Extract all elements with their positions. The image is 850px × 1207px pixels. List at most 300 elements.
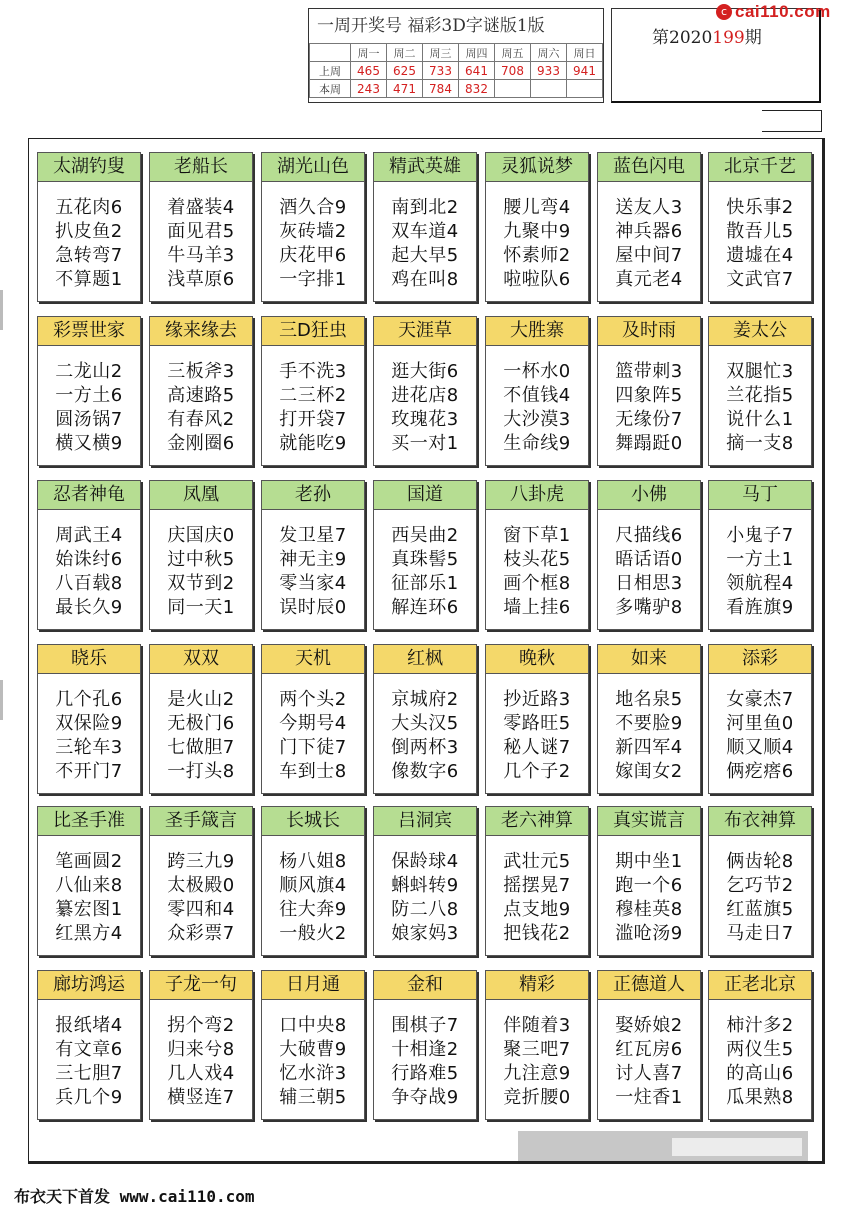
riddle-lines — [598, 182, 700, 292]
riddle-author: 子龙一句 — [150, 971, 252, 1000]
riddle-card — [261, 316, 365, 466]
riddle-line: 四象阵5 — [615, 385, 683, 406]
riddle-card — [373, 644, 477, 794]
riddle-author: 正德道人 — [598, 971, 700, 1000]
riddle-card — [149, 152, 253, 302]
riddle-card — [597, 644, 701, 794]
riddle-author: 马丁 — [709, 481, 811, 510]
riddle-grid — [28, 138, 825, 1164]
riddle-line: 零路旺5 — [503, 713, 571, 734]
riddle-line: 红黑方4 — [55, 923, 123, 944]
riddle-line: 五花肉6 — [55, 197, 123, 218]
riddle-line: 就能吃9 — [279, 433, 347, 454]
riddle-line: 一般火2 — [279, 923, 347, 944]
riddle-card — [485, 480, 589, 630]
riddle-line: 聚三吧7 — [503, 1039, 571, 1060]
riddle-line: 双保险9 — [55, 713, 123, 734]
riddle-line: 顺风旗4 — [279, 875, 347, 896]
riddle-line: 横竖连7 — [167, 1087, 235, 1108]
riddle-line: 屋中间7 — [615, 245, 683, 266]
riddle-line: 两个头2 — [279, 689, 347, 710]
riddle-author: 双双 — [150, 645, 252, 674]
riddle-line: 纂宏图1 — [55, 899, 123, 920]
riddle-line: 武壮元5 — [503, 851, 571, 872]
day-header: 周四 — [459, 44, 495, 62]
riddle-author: 金和 — [374, 971, 476, 1000]
riddle-line: 三轮车3 — [55, 737, 123, 758]
riddle-line: 两仪生5 — [726, 1039, 794, 1060]
riddle-line: 大头汉5 — [391, 713, 459, 734]
riddle-line: 辅三朝5 — [279, 1087, 347, 1108]
riddle-lines — [38, 1000, 140, 1110]
riddle-line: 看旌旗9 — [726, 597, 794, 618]
this-week-label: 本周 — [310, 80, 351, 98]
riddle-line: 围棋子7 — [391, 1015, 459, 1036]
riddle-lines — [150, 674, 252, 784]
riddle-card — [708, 480, 812, 630]
last-week-number: 465 — [351, 62, 387, 80]
riddle-author: 布衣神算 — [709, 807, 811, 836]
riddle-author: 三D狂虫 — [262, 317, 364, 346]
riddle-card — [37, 480, 141, 630]
riddle-line: 大破曹9 — [279, 1039, 347, 1060]
riddle-card — [708, 316, 812, 466]
riddle-author: 廊坊鸿运 — [38, 971, 140, 1000]
riddle-line: 快乐事2 — [726, 197, 794, 218]
riddle-line: 晤话语0 — [615, 549, 683, 570]
riddle-card — [597, 970, 701, 1120]
riddle-line: 新四军4 — [615, 737, 683, 758]
riddle-line: 着盛装4 — [167, 197, 235, 218]
riddle-line: 不算题1 — [55, 269, 123, 290]
riddle-line: 啦啦队6 — [503, 269, 571, 290]
riddle-line: 是火山2 — [167, 689, 235, 710]
riddle-lines — [598, 674, 700, 784]
riddle-line: 秘人谜7 — [503, 737, 571, 758]
riddle-line: 娘家妈3 — [391, 923, 459, 944]
riddle-line: 三板斧3 — [167, 361, 235, 382]
riddle-line: 摘一支8 — [726, 433, 794, 454]
riddle-line: 最长久9 — [55, 597, 123, 618]
riddle-line: 遗墟在4 — [726, 245, 794, 266]
riddle-author: 红枫 — [374, 645, 476, 674]
riddle-line: 几个孔6 — [55, 689, 123, 710]
riddle-line: 九聚中9 — [503, 221, 571, 242]
riddle-line: 争夺战9 — [391, 1087, 459, 1108]
riddle-author: 精武英雄 — [374, 153, 476, 182]
riddle-line: 庆国庆0 — [167, 525, 235, 546]
riddle-line: 窗下草1 — [503, 525, 571, 546]
riddle-author: 如来 — [598, 645, 700, 674]
riddle-line: 兵几个9 — [55, 1087, 123, 1108]
this-week-number — [567, 80, 603, 98]
last-week-number: 941 — [567, 62, 603, 80]
riddle-author: 晚秋 — [486, 645, 588, 674]
day-header: 周一 — [351, 44, 387, 62]
riddle-lines — [486, 674, 588, 784]
riddle-line: 拐个弯2 — [167, 1015, 235, 1036]
riddle-line: 送友人3 — [615, 197, 683, 218]
riddle-card — [708, 644, 812, 794]
riddle-line: 舞蹋跹0 — [615, 433, 683, 454]
riddle-line: 俩疙瘩6 — [726, 761, 794, 782]
riddle-line: 今期号4 — [279, 713, 347, 734]
riddle-line: 跨三九9 — [167, 851, 235, 872]
day-header: 周六 — [531, 44, 567, 62]
riddle-author: 老六神算 — [486, 807, 588, 836]
riddle-lines — [709, 836, 811, 946]
riddle-line: 七做胆7 — [167, 737, 235, 758]
riddle-line: 双腿忙3 — [726, 361, 794, 382]
riddle-card — [708, 152, 812, 302]
riddle-line: 车到士8 — [279, 761, 347, 782]
riddle-line: 保龄球4 — [391, 851, 459, 872]
riddle-line: 往大奔9 — [279, 899, 347, 920]
riddle-lines — [262, 1000, 364, 1110]
riddle-line: 摇摆晃7 — [503, 875, 571, 896]
site-logo[interactable]: cai110.com — [735, 2, 831, 21]
riddle-line: 真珠髻5 — [391, 549, 459, 570]
riddle-line: 倒两杯3 — [391, 737, 459, 758]
riddle-lines — [374, 510, 476, 620]
riddle-line: 散吾儿5 — [726, 221, 794, 242]
last-week-number: 641 — [459, 62, 495, 80]
logo-icon: c — [716, 4, 732, 20]
riddle-line: 期中坐1 — [615, 851, 683, 872]
riddle-line: 腰儿弯4 — [503, 197, 571, 218]
riddle-line: 不要脸9 — [615, 713, 683, 734]
riddle-line: 高速路5 — [167, 385, 235, 406]
riddle-card — [485, 152, 589, 302]
footer-text: 布衣天下首发 www.cai110.com — [14, 1187, 255, 1206]
riddle-line: 几人戏4 — [167, 1063, 235, 1084]
riddle-lines — [150, 510, 252, 620]
riddle-line: 零四和4 — [167, 899, 235, 920]
riddle-lines — [374, 1000, 476, 1110]
riddle-line: 生命线9 — [503, 433, 571, 454]
riddle-line: 真元老4 — [615, 269, 683, 290]
riddle-line: 柿汁多2 — [726, 1015, 794, 1036]
riddle-line: 征部乐1 — [391, 573, 459, 594]
riddle-line: 滥呛汤9 — [615, 923, 683, 944]
riddle-author: 北京千艺 — [709, 153, 811, 182]
riddle-lines — [709, 674, 811, 784]
riddle-lines — [374, 346, 476, 456]
riddle-author: 老船长 — [150, 153, 252, 182]
draw-grid — [309, 43, 603, 98]
riddle-line: 报纸堵4 — [55, 1015, 123, 1036]
last-week-label: 上周 — [310, 62, 351, 80]
riddle-card — [485, 970, 589, 1120]
riddle-card — [373, 316, 477, 466]
riddle-line: 竞折腰0 — [503, 1087, 571, 1108]
issue-number: 第2020199期 — [652, 28, 762, 48]
riddle-line: 嫁闺女2 — [615, 761, 683, 782]
riddle-line: 酒久合9 — [279, 197, 347, 218]
this-week-number — [495, 80, 531, 98]
riddle-lines — [38, 346, 140, 456]
riddle-card — [597, 316, 701, 466]
riddle-author: 凤凰 — [150, 481, 252, 510]
riddle-line: 红瓦房6 — [615, 1039, 683, 1060]
riddle-line: 太极殿0 — [167, 875, 235, 896]
this-week-number: 243 — [351, 80, 387, 98]
riddle-lines — [486, 510, 588, 620]
riddle-line: 多嘴驴8 — [615, 597, 683, 618]
this-week-number: 784 — [423, 80, 459, 98]
riddle-card — [37, 316, 141, 466]
riddle-line: 俩齿轮8 — [726, 851, 794, 872]
this-week-number: 832 — [459, 80, 495, 98]
riddle-line: 浅草原6 — [167, 269, 235, 290]
riddle-author: 精彩 — [486, 971, 588, 1000]
riddle-line: 抄近路3 — [503, 689, 571, 710]
riddle-card — [261, 806, 365, 956]
riddle-card — [149, 316, 253, 466]
issue-box — [611, 8, 821, 103]
riddle-line: 杨八姐8 — [279, 851, 347, 872]
riddle-line: 扒皮鱼2 — [55, 221, 123, 242]
last-week-number: 733 — [423, 62, 459, 80]
riddle-lines — [38, 510, 140, 620]
riddle-lines — [709, 346, 811, 456]
riddle-line: 零当家4 — [279, 573, 347, 594]
riddle-line: 讨人喜7 — [615, 1063, 683, 1084]
riddle-lines — [486, 182, 588, 292]
riddle-line: 一打头8 — [167, 761, 235, 782]
day-header: 周二 — [387, 44, 423, 62]
riddle-line: 西吴曲2 — [391, 525, 459, 546]
riddle-line: 周武王4 — [55, 525, 123, 546]
decorative-strip — [762, 110, 822, 132]
riddle-line: 领航程4 — [726, 573, 794, 594]
riddle-lines — [262, 674, 364, 784]
this-week-number — [531, 80, 567, 98]
riddle-card — [597, 152, 701, 302]
riddle-line: 几个子2 — [503, 761, 571, 782]
riddle-line: 归来兮8 — [167, 1039, 235, 1060]
riddle-line: 鸡在叫8 — [391, 269, 459, 290]
riddle-lines — [486, 1000, 588, 1110]
riddle-lines — [374, 674, 476, 784]
riddle-line: 点支地9 — [503, 899, 571, 920]
riddle-line: 顺又顺4 — [726, 737, 794, 758]
riddle-line: 防二八8 — [391, 899, 459, 920]
riddle-card — [37, 152, 141, 302]
riddle-author: 大胜寨 — [486, 317, 588, 346]
weekly-draw-title: 一周开奖号 福彩3D字谜版1版 — [309, 9, 603, 44]
riddle-author: 蓝色闪电 — [598, 153, 700, 182]
riddle-line: 一炷香1 — [615, 1087, 683, 1108]
riddle-line: 九注意9 — [503, 1063, 571, 1084]
riddle-line: 金刚圈6 — [167, 433, 235, 454]
riddle-line: 无极门6 — [167, 713, 235, 734]
riddle-author: 日月通 — [262, 971, 364, 1000]
riddle-line: 不开门7 — [55, 761, 123, 782]
riddle-line: 忆水浒3 — [279, 1063, 347, 1084]
riddle-line: 灰砖墙2 — [279, 221, 347, 242]
riddle-author: 及时雨 — [598, 317, 700, 346]
riddle-author: 添彩 — [709, 645, 811, 674]
riddle-card — [261, 480, 365, 630]
riddle-lines — [38, 182, 140, 292]
riddle-line: 买一对1 — [391, 433, 459, 454]
edge-mark — [0, 680, 3, 720]
riddle-line: 一方土6 — [55, 385, 123, 406]
riddle-line: 瓜果熟8 — [726, 1087, 794, 1108]
riddle-line: 一方土1 — [726, 549, 794, 570]
riddle-card — [149, 806, 253, 956]
riddle-author: 忍者神龟 — [38, 481, 140, 510]
riddle-line: 过中秋5 — [167, 549, 235, 570]
riddle-card — [261, 644, 365, 794]
riddle-line: 一字排1 — [279, 269, 347, 290]
corner-cell — [310, 44, 351, 62]
riddle-line: 急转弯7 — [55, 245, 123, 266]
riddle-author: 正老北京 — [709, 971, 811, 1000]
riddle-card — [261, 152, 365, 302]
riddle-line: 画个框8 — [503, 573, 571, 594]
riddle-card — [485, 644, 589, 794]
riddle-lines — [150, 1000, 252, 1110]
riddle-card — [149, 480, 253, 630]
last-week-number: 933 — [531, 62, 567, 80]
riddle-card — [597, 806, 701, 956]
riddle-line: 门下徒7 — [279, 737, 347, 758]
riddle-line: 红蓝旗5 — [726, 899, 794, 920]
riddle-line: 面见君5 — [167, 221, 235, 242]
day-header: 周五 — [495, 44, 531, 62]
riddle-line: 小鬼子7 — [726, 525, 794, 546]
riddle-line: 八仙来8 — [55, 875, 123, 896]
riddle-lines — [374, 182, 476, 292]
riddle-card — [149, 970, 253, 1120]
riddle-author: 国道 — [374, 481, 476, 510]
riddle-line: 怀素师2 — [503, 245, 571, 266]
bottom-bar-inner — [672, 1138, 802, 1156]
riddle-line: 娶娇娘2 — [615, 1015, 683, 1036]
riddle-line: 庆花甲6 — [279, 245, 347, 266]
riddle-line: 横又横9 — [55, 433, 123, 454]
riddle-line: 墙上挂6 — [503, 597, 571, 618]
riddle-line: 同一天1 — [167, 597, 235, 618]
riddle-line: 众彩票7 — [167, 923, 235, 944]
riddle-line: 双节到2 — [167, 573, 235, 594]
riddle-author: 缘来缘去 — [150, 317, 252, 346]
riddle-lines — [262, 836, 364, 946]
riddle-lines — [262, 182, 364, 292]
riddle-author: 姜太公 — [709, 317, 811, 346]
riddle-lines — [598, 1000, 700, 1110]
day-header: 周三 — [423, 44, 459, 62]
riddle-line: 穆桂英8 — [615, 899, 683, 920]
riddle-line: 始诛纣6 — [55, 549, 123, 570]
riddle-line: 神兵器6 — [615, 221, 683, 242]
riddle-card — [261, 970, 365, 1120]
edge-mark — [0, 290, 3, 330]
riddle-lines — [598, 510, 700, 620]
riddle-author: 彩票世家 — [38, 317, 140, 346]
riddle-card — [149, 644, 253, 794]
riddle-line: 牛马羊3 — [167, 245, 235, 266]
riddle-line: 无缘份7 — [615, 409, 683, 430]
riddle-author: 天机 — [262, 645, 364, 674]
riddle-line: 发卫星7 — [279, 525, 347, 546]
riddle-line: 女豪杰7 — [726, 689, 794, 710]
riddle-line: 把钱花2 — [503, 923, 571, 944]
riddle-line: 二龙山2 — [55, 361, 123, 382]
riddle-card — [37, 806, 141, 956]
riddle-author: 吕洞宾 — [374, 807, 476, 836]
riddle-author: 小佛 — [598, 481, 700, 510]
riddle-lines — [486, 836, 588, 946]
riddle-line: 八百载8 — [55, 573, 123, 594]
riddle-lines — [150, 836, 252, 946]
weekly-draw-table — [308, 8, 604, 103]
day-header: 周日 — [567, 44, 603, 62]
riddle-line: 打开袋7 — [279, 409, 347, 430]
riddle-author: 灵狐说梦 — [486, 153, 588, 182]
riddle-card — [37, 644, 141, 794]
riddle-line: 蝌蚪转9 — [391, 875, 459, 896]
riddle-card — [708, 970, 812, 1120]
riddle-lines — [598, 346, 700, 456]
this-week-number: 471 — [387, 80, 423, 98]
riddle-line: 兰花指5 — [726, 385, 794, 406]
riddle-card — [373, 806, 477, 956]
riddle-line: 十相逢2 — [391, 1039, 459, 1060]
riddle-line: 像数字6 — [391, 761, 459, 782]
riddle-lines — [150, 346, 252, 456]
riddle-lines — [38, 674, 140, 784]
riddle-line: 跑一个6 — [615, 875, 683, 896]
riddle-line: 手不洗3 — [279, 361, 347, 382]
riddle-line: 二三杯2 — [279, 385, 347, 406]
last-week-number: 625 — [387, 62, 423, 80]
riddle-line: 日相思3 — [615, 573, 683, 594]
riddle-author: 比圣手准 — [38, 807, 140, 836]
riddle-author: 圣手箴言 — [150, 807, 252, 836]
riddle-line: 大沙漠3 — [503, 409, 571, 430]
riddle-author: 太湖钓叟 — [38, 153, 140, 182]
riddle-author: 八卦虎 — [486, 481, 588, 510]
riddle-lines — [38, 836, 140, 946]
riddle-line: 尺描线6 — [615, 525, 683, 546]
riddle-author: 老孙 — [262, 481, 364, 510]
riddle-lines — [262, 510, 364, 620]
riddle-line: 逛大街6 — [391, 361, 459, 382]
riddle-line: 笔画圆2 — [55, 851, 123, 872]
riddle-line: 口中央8 — [279, 1015, 347, 1036]
riddle-card — [597, 480, 701, 630]
riddle-card — [373, 152, 477, 302]
riddle-line: 有春风2 — [167, 409, 235, 430]
riddle-line: 文武官7 — [726, 269, 794, 290]
riddle-line: 进花店8 — [391, 385, 459, 406]
riddle-line: 双车道4 — [391, 221, 459, 242]
riddle-author: 真实谎言 — [598, 807, 700, 836]
riddle-author: 湖光山色 — [262, 153, 364, 182]
riddle-author: 天涯草 — [374, 317, 476, 346]
riddle-lines — [709, 1000, 811, 1110]
riddle-line: 三七胆7 — [55, 1063, 123, 1084]
riddle-line: 神无主9 — [279, 549, 347, 570]
riddle-lines — [598, 836, 700, 946]
riddle-card — [485, 806, 589, 956]
riddle-card — [373, 480, 477, 630]
riddle-card — [37, 970, 141, 1120]
riddle-lines — [374, 836, 476, 946]
